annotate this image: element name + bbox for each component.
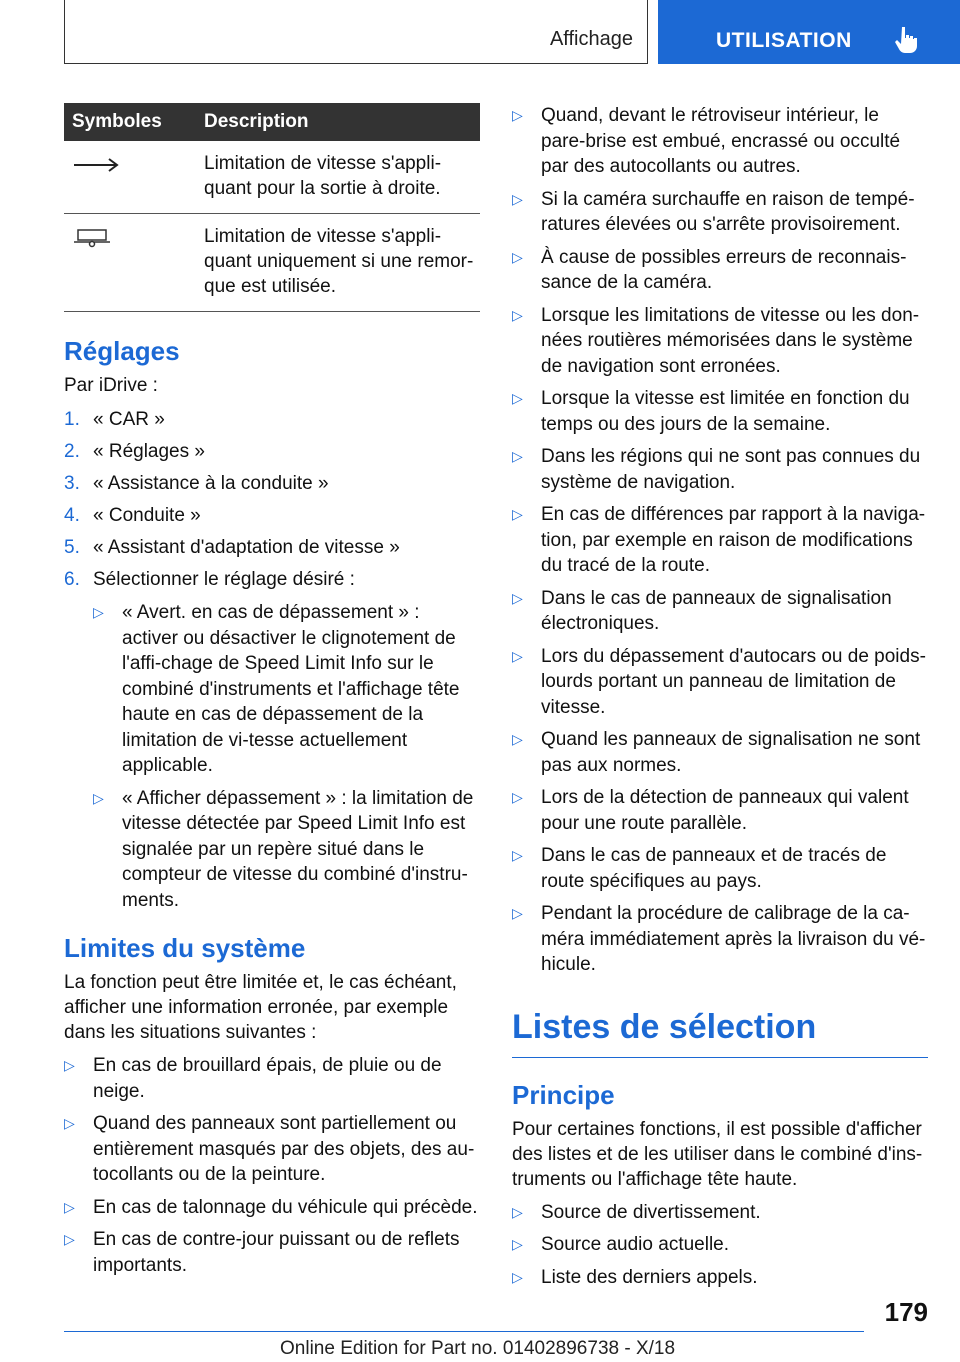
step-number: 3. [64, 473, 80, 494]
list-item-text: En cas de talonnage du véhicule qui précède. [93, 1196, 478, 1218]
list-item [512, 1200, 928, 1226]
step-number: 5. [64, 537, 80, 558]
header-section-title: Affichage [549, 28, 633, 50]
step-text: « Réglages » [93, 441, 205, 462]
step-number: 4. [64, 505, 80, 526]
list-item [512, 1265, 928, 1291]
triangle-bullet-icon: ▷ [512, 1268, 523, 1285]
list-item-text: Lorsque les limitations de vitesse ou les don-nées routières mémorisées dans le système de navigation sont erronées. [541, 304, 920, 377]
triangle-bullet-icon: ▷ [512, 647, 523, 664]
left-column [64, 103, 480, 1285]
list-item [64, 471, 480, 496]
triangle-bullet-icon: ▷ [64, 1198, 75, 1215]
reglages-steps [64, 407, 480, 913]
step-text: « Assistance à la conduite » [93, 473, 329, 494]
list-item-text: Quand les panneaux de signalisation ne sont pas aux normes. [541, 729, 921, 776]
table-row [64, 214, 480, 312]
list-item [512, 644, 928, 721]
right-column [512, 103, 928, 1297]
step-text: « Assistant d'adaptation de vitesse » [93, 537, 400, 558]
triangle-bullet-icon: ▷ [93, 604, 104, 620]
list-item [512, 386, 928, 437]
list-item-text: Dans le cas de panneaux de signalisation électroniques. [541, 587, 892, 634]
triangle-bullet-icon: ▷ [512, 306, 523, 323]
triangle-bullet-icon: ▷ [512, 589, 523, 606]
subsection-title-principe: Principe [512, 1079, 615, 1110]
list-item [512, 785, 928, 836]
list-item-text: Lors de la détection de panneaux qui valent pour une route parallèle. [541, 787, 909, 834]
principe-text: Pour certaines fonctions, il est possible d'afficher des listes et de les utiliser dans le combiné d'ins-truments ou l'affichage tête haute. [512, 1118, 923, 1190]
reglages-sub-list [93, 600, 480, 913]
list-item [64, 1053, 480, 1104]
page-number: 179 [884, 1297, 928, 1327]
triangle-bullet-icon: ▷ [512, 190, 523, 207]
footer-text: Online Edition for Part no. 01402896738 - X/18 [280, 1338, 676, 1359]
table-header-row [64, 103, 480, 141]
list-item-text: En cas de brouillard épais, de pluie ou de neige. [93, 1055, 442, 1102]
step-number: 6. [64, 569, 80, 590]
hand-icon [894, 26, 918, 54]
list-item [64, 1111, 480, 1188]
list-item-text: Dans le cas de panneaux et de tracés de route spécifiques au pays. [541, 845, 887, 892]
list-item [64, 535, 480, 560]
symbols-table [64, 103, 480, 312]
list-item [64, 567, 480, 913]
list-item-text: En cas de différences par rapport à la naviga-tion, par exemple en raison de modifications du tracé de la route. [541, 504, 926, 576]
list-item-text: Quand des panneaux sont partiellement ou entièrement masqués par des objets, des au-tocollants ou de la peinture. [93, 1113, 475, 1185]
list-item-text: À cause de possibles erreurs de reconnais-sance de la caméra. [541, 246, 907, 293]
triangle-bullet-icon: ▷ [64, 1115, 75, 1131]
limites-list-left [64, 1053, 480, 1278]
list-item [512, 103, 928, 180]
list-item [64, 503, 480, 528]
list-item [512, 1232, 928, 1258]
header-section-box [64, 0, 648, 64]
triangle-bullet-icon: ▷ [64, 1057, 75, 1073]
list-item-text: Source de divertissement. [541, 1201, 761, 1223]
table-cell-description: Limitation de vitesse s'appli-quant uniquement si une remor-que est utilisée. [180, 214, 480, 312]
list-item [93, 600, 480, 779]
list-item [512, 901, 928, 978]
header-chapter-tab [658, 0, 960, 64]
triangle-bullet-icon: ▷ [512, 1203, 523, 1220]
list-item [512, 245, 928, 296]
section-title-reglages: Réglages [64, 336, 180, 366]
triangle-bullet-icon: ▷ [512, 248, 523, 265]
table-header-symbols: Symboles [64, 103, 180, 141]
list-item-text: En cas de contre-jour puissant ou de reflets importants. [93, 1229, 460, 1276]
triangle-bullet-icon: ▷ [64, 1231, 75, 1247]
list-item [64, 407, 480, 432]
triangle-bullet-icon: ▷ [512, 789, 523, 805]
section-title-limites: Limites du système [64, 933, 306, 963]
list-item [512, 843, 928, 894]
listes-items [512, 1200, 928, 1291]
list-item [512, 303, 928, 380]
triangle-bullet-icon: ▷ [512, 1236, 523, 1252]
triangle-bullet-icon: ▷ [512, 731, 523, 747]
triangle-bullet-icon: ▷ [512, 905, 523, 921]
triangle-bullet-icon: ▷ [93, 789, 104, 806]
triangle-bullet-icon: ▷ [512, 107, 523, 123]
table-row [64, 141, 480, 214]
table-cell-description: Limitation de vitesse s'appli-quant pour la sortie à droite. [180, 141, 480, 214]
list-item [512, 444, 928, 495]
step-text: « CAR » [93, 409, 165, 430]
reglages-intro: Par iDrive : [64, 375, 158, 396]
list-item-text: Source audio actuelle. [541, 1234, 730, 1255]
step-text: « Conduite » [93, 505, 201, 526]
list-item [512, 727, 928, 778]
list-item-text: Pendant la procédure de calibrage de la ca-méra immédiatement après la livraison du vé-hicule. [541, 903, 926, 975]
list-item-text: Liste des derniers appels. [541, 1266, 758, 1288]
list-item-text: Lors du dépassement d'autocars ou de poids-lourds portant un panneau de limitation de vitesse. [541, 645, 926, 718]
list-item [512, 187, 928, 238]
table-cell-symbol [64, 214, 180, 312]
sub-item-text: « Avert. en cas de dépassement » : activer ou désactiver le clignotement de l'affi-chage de Speed Limit Info sur le combiné d'instruments et l'affichage tête haute en cas de dépassement de la limitation de vi-tesse actuellement applicable. [122, 602, 460, 776]
limites-list-right [512, 103, 928, 978]
table-cell-symbol [64, 141, 180, 214]
list-item [64, 1195, 480, 1221]
list-item [512, 586, 928, 637]
triangle-bullet-icon: ▷ [512, 847, 523, 863]
section-title-listes: Listes de sélection [512, 1008, 928, 1058]
list-item-text: Lorsque la vitesse est limitée en fonction du temps ou des jours de la semaine. [541, 388, 910, 435]
step-text: Sélectionner le réglage désiré : [93, 569, 355, 590]
trailer-icon [72, 228, 112, 248]
sub-item-text: « Afficher dépassement » : la limitation de vitesse détectée par Speed Limit Info est signalée par un repère situé dans le compteur de vitesse du combiné d'instru-ments. [122, 787, 474, 911]
list-item [64, 1227, 480, 1278]
footer-divider [64, 1331, 864, 1332]
step-number: 1. [64, 409, 80, 430]
list-item [64, 439, 480, 464]
list-item [512, 502, 928, 579]
triangle-bullet-icon: ▷ [512, 506, 523, 522]
triangle-bullet-icon: ▷ [512, 390, 523, 406]
header-chapter-title: UTILISATION [716, 29, 852, 52]
triangle-bullet-icon: ▷ [512, 448, 523, 464]
table-header-description: Description [180, 103, 480, 141]
step-number: 2. [64, 441, 80, 462]
list-item-text: Dans les régions qui ne sont pas connues du système de navigation. [541, 446, 921, 493]
list-item [93, 786, 480, 914]
list-item-text: Quand, devant le rétroviseur intérieur, le pare-brise est embué, encrassé ou occulté par des autocollants ou autres. [541, 105, 901, 177]
list-item-text: Si la caméra surchauffe en raison de tempé-ratures élevées ou s'arrête provisoirement. [541, 188, 915, 235]
arrow-right-icon [72, 156, 120, 174]
limites-intro: La fonction peut être limitée et, le cas échéant, afficher une information erronée, par exemple dans les situations suivantes : [64, 972, 457, 1043]
